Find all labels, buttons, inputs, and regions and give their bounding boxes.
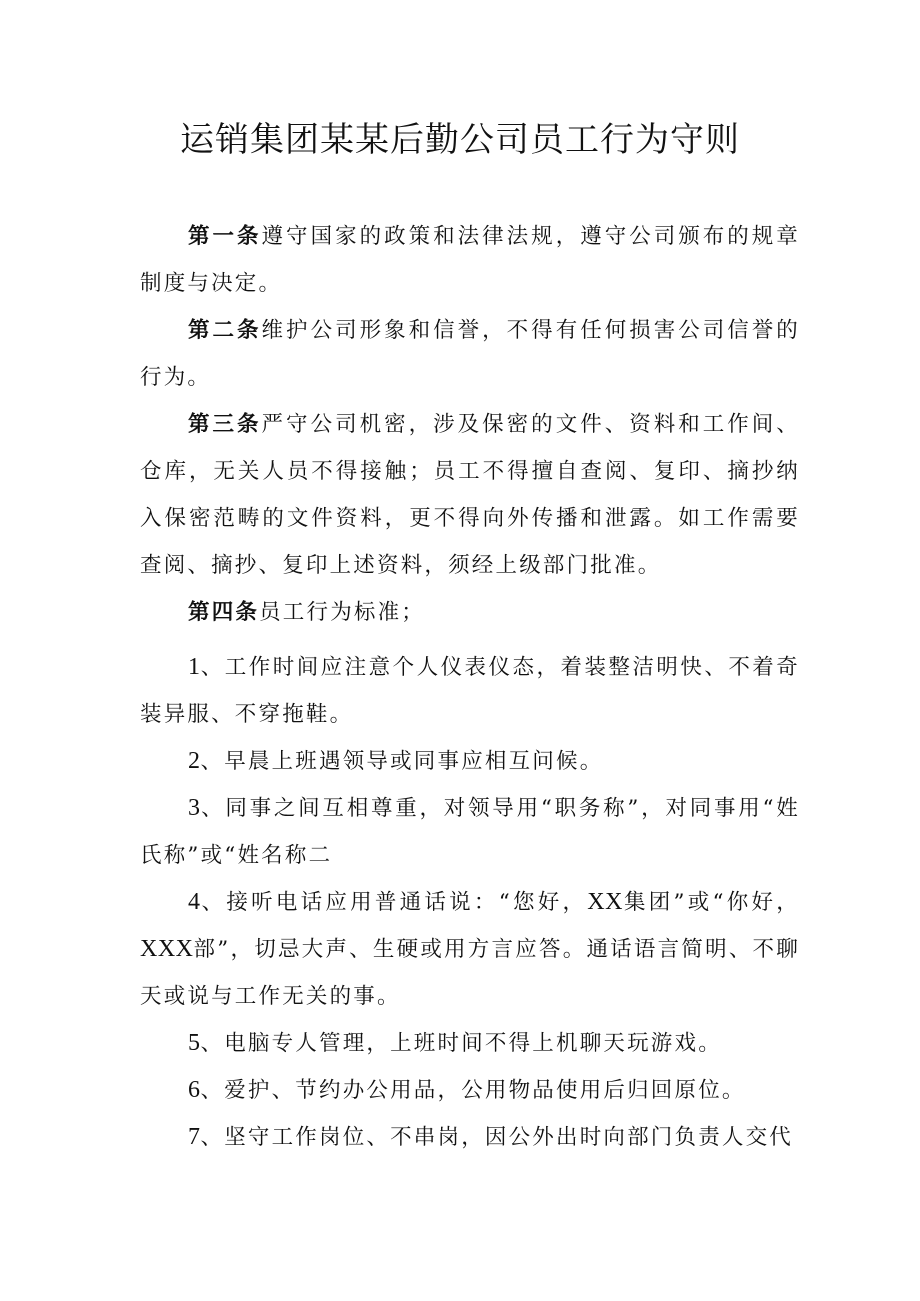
article-label: 第一条 [188,224,262,249]
item-text: 、电脑专人管理，上班时间不得上机聊天玩游戏。 [200,1031,722,1056]
list-item-1 [140,644,800,738]
item-text: 、同事之间互相尊重，对领导用“职务称”，对同事用“姓氏称”或“姓名称二 [140,796,800,868]
item-latin: XX [587,889,623,915]
article-2 [140,307,800,401]
item-latin: XXX [140,936,194,962]
article-label: 第二条 [188,318,262,343]
article-label: 第三条 [188,412,262,437]
list-item-6 [140,1067,800,1114]
item-text: 、接听电话应用普通话说：“您好， [200,890,588,915]
item-number: 3 [188,795,201,821]
article-text: 严守公司机密，涉及保密的文件、资料和工作间、仓库，无关人员不得接触；员工不得擅自查阅、复印、摘抄纳入保密范畴的文件资料，更不得向外传播和泄露。如工作需要查阅、摘抄、复印上述资料，须经上级部门批准。 [140,412,800,578]
item-text: 、早晨上班遇领导或同事应相互问候。 [200,749,604,774]
article-text: 遵守国家的政策和法律法规，遵守公司颁布的规章制度与决定。 [140,224,800,296]
item-number: 6 [188,1077,201,1103]
list-item-4 [140,879,800,1020]
document-title: 运销集团某某后勤公司员工行为守则 [180,120,740,160]
article-text: 员工行为标准； [259,600,426,625]
item-text: 、坚守工作岗位、不串岗，因公外出时向部门负责人交代 [200,1125,794,1150]
item-text: 部”，切忌大声、生硬或用方言应答。通话语言简明、不聊天或说与工作无关的事。 [140,937,800,1009]
list-item-3 [140,785,800,879]
item-number: 2 [188,748,201,774]
article-3 [140,401,800,589]
list-item-7 [140,1114,800,1161]
item-number: 4 [188,889,201,915]
item-number: 7 [188,1124,201,1150]
item-text: 、爱护、节约办公用品，公用物品使用后归回原位。 [200,1078,746,1103]
item-number: 5 [188,1030,201,1056]
article-text: 维护公司形象和信誉，不得有任何损害公司信誉的行为。 [140,318,800,390]
item-text: 集团”或“你好， [622,890,800,915]
item-text: 、工作时间应注意个人仪表仪态，着装整洁明快、不着奇装异服、不穿拖鞋。 [140,655,800,727]
item-number: 1 [188,654,201,680]
article-label: 第四条 [188,600,260,625]
article-4 [140,589,800,636]
list-item-2 [140,738,800,785]
list-item-5 [140,1020,800,1067]
article-1 [140,213,800,307]
